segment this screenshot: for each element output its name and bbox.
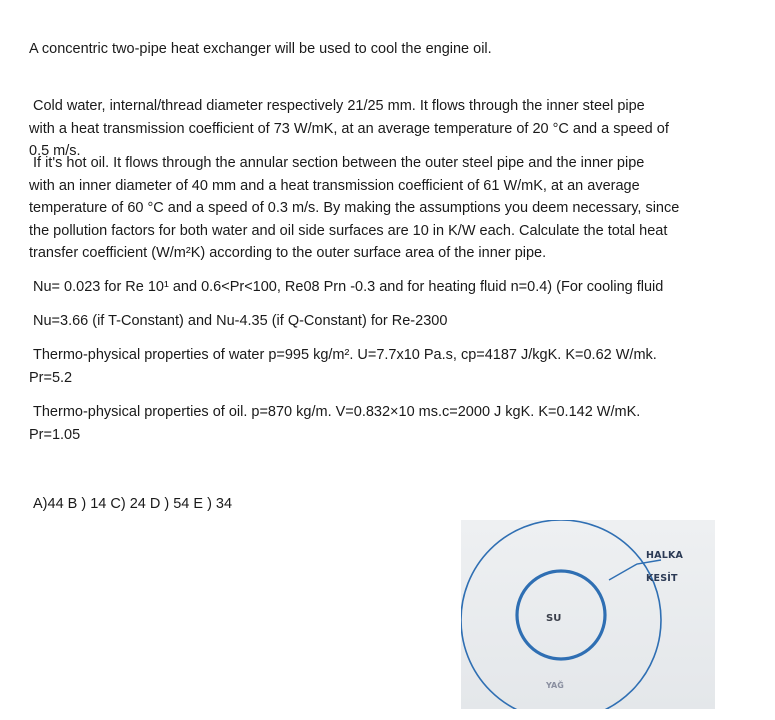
water-properties-line-1: Thermo-physical properties of water p=995 kg/m². U=7.7x10 Pa.s, cp=4187 J/kgK. K=0.62 W/mk.: [33, 347, 657, 363]
water-label: SU: [546, 613, 562, 624]
hot-oil-paragraph: [29, 152, 727, 265]
oil-properties-line-2: Pr=1.05: [29, 426, 81, 443]
hot-oil-line-4: the pollution factors for both water and oil side surfaces are 10 in K/W each. Calculate the total heat: [29, 222, 668, 239]
intro-sentence: A concentric two-pipe heat exchanger will be used to cool the engine oil.: [29, 41, 492, 57]
hot-oil-line-3: temperature of 60 °C and a speed of 0.3 m/s. By making the assumptions you deem necessary, since: [29, 200, 680, 216]
cold-water-line-1: Cold water, internal/thread diameter respectively 21/25 mm. It flows through the inner steel pipe: [33, 98, 645, 114]
water-properties-line-2: Pr=5.2: [29, 369, 73, 386]
water-properties: [29, 344, 723, 389]
hot-oil-line-2: with an inner diameter of 40 mm and a heat transmission coefficient of 61 W/mK, at an average: [29, 177, 640, 194]
answer-choices: A)44 B ) 14 C) 24 D ) 54 E ) 34: [33, 496, 233, 512]
cold-water-line-2: with a heat transmission coefficient of 73 W/mK, at an average temperature of 20 °C and a speed of: [29, 120, 669, 137]
oil-properties: [29, 401, 723, 446]
nusselt-turbulent-formula: Nu= 0.023 for Re 10¹ and 0.6<Pr<100, Re08 Prn -0.3 and for heating fluid n=0.4) (For cooling fluid: [33, 279, 664, 295]
cold-water-line-3: 0.5 m/s.: [29, 143, 81, 159]
oil-label: YAĞ: [546, 681, 564, 690]
hot-oil-line-1: If it's hot oil. It flows through the annular section between the outer steel pipe and the inner pipe: [33, 155, 645, 171]
oil-properties-line-1: Thermo-physical properties of oil. p=870 kg/m. V=0.832×10 ms.c=2000 J kgK. K=0.142 W/mK.: [33, 404, 641, 420]
hot-oil-line-5: transfer coefficient (W/m²K) according to the outer surface area of the inner pipe.: [29, 245, 547, 261]
pipe-cross-section-figure: [461, 520, 715, 709]
annulus-label: HALKA KESİT: [646, 550, 684, 584]
nusselt-laminar-formula: Nu=3.66 (if T-Constant) and Nu-4.35 (if Q-Constant) for Re-2300: [33, 313, 448, 329]
